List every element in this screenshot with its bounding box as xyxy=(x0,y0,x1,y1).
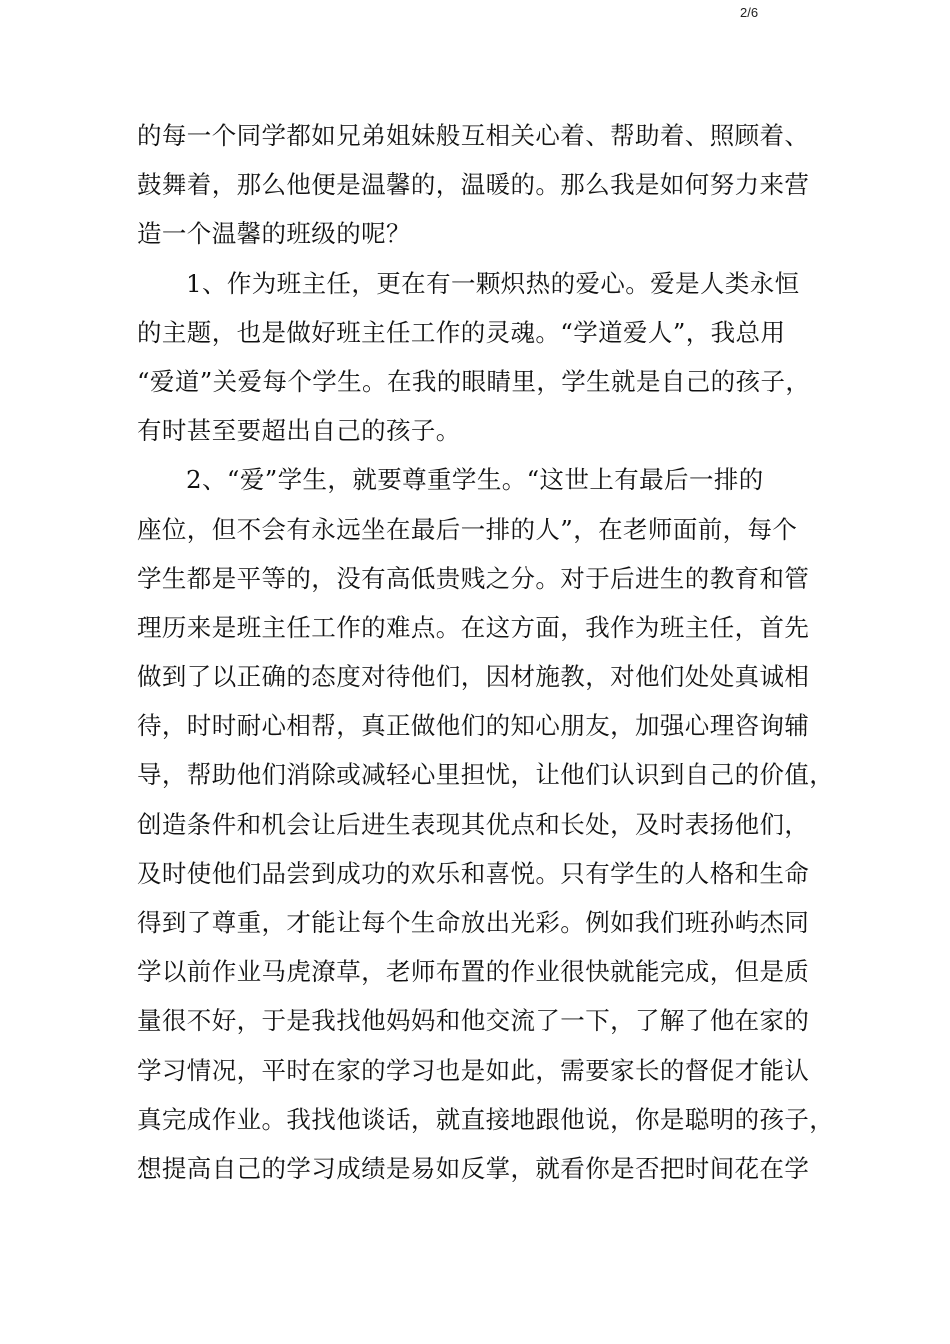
paragraph-start-line: 2、“爱”学生，就要尊重学生。“这世上有最后一排的 xyxy=(186,465,764,495)
body-text xyxy=(137,111,837,1193)
text-line: 创造条件和机会让后进生表现其优点和长处，及时表扬他们， xyxy=(137,809,810,839)
text-line: 及时使他们品尝到成功的欢乐和喜悦。只有学生的人格和生命 xyxy=(137,858,810,888)
text-line: 量很不好，于是我找他妈妈和他交流了一下，了解了他在家的 xyxy=(137,1006,810,1036)
text-line: 真完成作业。我找他谈话，就直接地跟他说，你是聪明的孩子， xyxy=(137,1104,835,1134)
page-number: 2/6 xyxy=(740,5,759,20)
text-line: “爱道”关爱每个学生。在我的眼睛里，学生就是自己的孩子， xyxy=(137,366,811,396)
text-line: 待，时时耐心相帮，真正做他们的知心朋友，加强心理咨询辅 xyxy=(137,711,810,741)
text-line: 学习情况，平时在家的学习也是如此，需要家长的督促才能认 xyxy=(137,1055,810,1085)
text-line: 做到了以正确的态度对待他们，因材施教，对他们处处真诚相 xyxy=(137,662,810,692)
paragraph-start-line: 1、作为班主任，更在有一颗炽热的爱心。爱是人类永恒 xyxy=(186,268,800,298)
text-line: 理历来是班主任工作的难点。在这方面，我作为班主任，首先 xyxy=(137,612,810,642)
text-line: 的主题，也是做好班主任工作的灵魂。“学道爱人”，我总用 xyxy=(137,317,786,347)
text-line: 有时甚至要超出自己的孩子。 xyxy=(137,416,461,446)
text-line: 造一个温馨的班级的呢？ xyxy=(137,219,411,249)
text-line: 想提高自己的学习成绩是易如反掌，就看你是否把时间花在学 xyxy=(137,1153,810,1183)
text-line: 鼓舞着，那么他便是温馨的，温暖的。那么我是如何努力来营 xyxy=(137,170,810,200)
text-line: 得到了尊重，才能让每个生命放出光彩。例如我们班孙屿杰同 xyxy=(137,908,810,937)
text-line: 学以前作业马虎潦草，老师布置的作业很快就能完成，但是质 xyxy=(137,957,810,987)
text-line: 导，帮助他们消除或减轻心里担忧，让他们认识到自己的价值， xyxy=(137,760,835,790)
text-line: 座位，但不会有永远坐在最后一排的人”，在老师面前，每个 xyxy=(137,514,798,544)
text-line: 学生都是平等的，没有高低贵贱之分。对于后进生的教育和管 xyxy=(137,563,810,593)
text-line: 的每一个同学都如兄弟姐妹般互相关心着、帮助着、照顾着、 xyxy=(137,121,810,150)
